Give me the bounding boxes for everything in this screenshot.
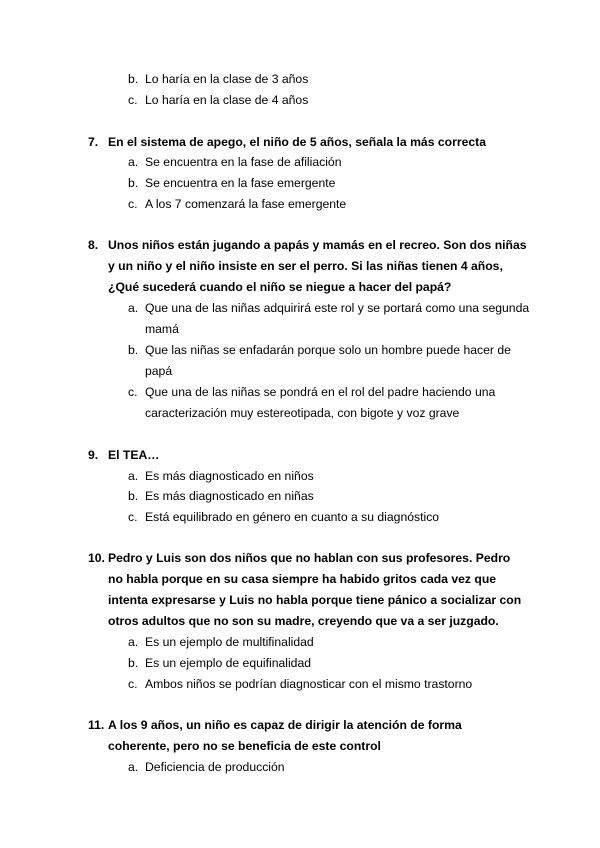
option-letter: c. [128, 510, 138, 524]
option-text: Lo haría en la clase de 3 años [145, 72, 309, 86]
option-8c [128, 384, 495, 400]
option-text: Deficiencia de producción [145, 760, 285, 774]
option-letter: b. [128, 343, 139, 357]
option-8a [128, 300, 529, 316]
option-text: Es un ejemplo de multifinalidad [145, 635, 314, 649]
option-text: Es más diagnosticado en niños [145, 469, 314, 483]
option-text: Está equilibrado en género en cuanto a su diagnóstico [145, 510, 440, 524]
option-letter: c. [128, 385, 138, 399]
option-letter: b. [128, 489, 139, 503]
option-8a-line-2: mamá [145, 322, 179, 336]
question-10-line-3: intenta expresarse y Luis no habla porque tiene pánico a socializar con [108, 593, 522, 607]
question-8 [88, 237, 527, 253]
option-letter: c. [128, 677, 138, 691]
question-8-line-3: ¿Qué sucederá cuando el niño se niegue a hacer del papá? [108, 280, 452, 294]
option-text: Que una de las niñas adquirirá este rol y se portará como una segunda [145, 301, 530, 315]
question-number: 9. [88, 448, 99, 462]
question-9 [88, 447, 159, 463]
question-10 [88, 550, 510, 566]
option-letter: a. [128, 301, 139, 315]
option-9b [128, 488, 314, 504]
option-8b [128, 342, 511, 358]
option-text: Se encuentra en la fase emergente [145, 176, 336, 190]
option-7a [128, 154, 342, 170]
option-8b-line-2: papá [145, 364, 173, 378]
question-number: 8. [88, 238, 99, 252]
option-letter: a. [128, 760, 139, 774]
option-letter: b. [128, 656, 139, 670]
option-letter: c. [128, 93, 138, 107]
option-text: Que una de las niñas se pondrá en el rol del padre haciendo una [145, 385, 496, 399]
option-9c [128, 509, 439, 525]
option-letter: a. [128, 155, 139, 169]
option-8c-line-2: caracterización muy estereotipada, con bigote y voz grave [145, 406, 460, 420]
option-10b [128, 655, 311, 671]
option-letter: a. [128, 469, 139, 483]
question-7 [88, 134, 486, 150]
question-10-line-4: otros adultos que no son su madre, creyendo que va a ser juzgado. [108, 614, 499, 628]
option-7c [128, 196, 346, 212]
option-letter: b. [128, 176, 139, 190]
question-text: Pedro y Luis son dos niños que no hablan con sus profesores. Pedro [108, 551, 511, 565]
option-text: Es más diagnosticado en niñas [145, 489, 314, 503]
question-number: 10. [88, 551, 105, 565]
option-letter: b. [128, 72, 139, 86]
option-text: A los 7 comenzará la fase emergente [145, 197, 347, 211]
option-text: Lo haría en la clase de 4 años [145, 93, 309, 107]
option-10c [128, 676, 472, 692]
question-11 [88, 717, 462, 733]
option-7b [128, 175, 335, 191]
option-text: Ambos niños se podrían diagnosticar con el mismo trastorno [145, 677, 473, 691]
question-text: Unos niños están jugando a papás y mamás en el recreo. Son dos niñas [108, 238, 527, 252]
option-text: Se encuentra en la fase de afiliación [145, 155, 342, 169]
option-letter: a. [128, 635, 139, 649]
question-8-line-2: y un niño y el niño insiste en ser el perro. Si las niñas tienen 4 años, [108, 259, 503, 273]
question-10-line-2: no habla porque en su casa siempre ha habido gritos cada vez que [108, 572, 497, 586]
option-10a [128, 634, 314, 650]
question-number: 11. [88, 718, 105, 732]
question-text: En el sistema de apego, el niño de 5 años, señala la más correcta [108, 135, 486, 149]
option-9a [128, 468, 314, 484]
option-text: Que las niñas se enfadarán porque solo un hombre puede hacer de [145, 343, 511, 357]
option-6b [128, 71, 308, 87]
question-number: 7. [88, 135, 99, 149]
option-text: Es un ejemplo de equifinalidad [145, 656, 312, 670]
question-11-line-2: coherente, pero no se beneficia de este control [108, 739, 381, 753]
option-letter: c. [128, 197, 138, 211]
option-6c [128, 92, 308, 108]
question-text: El TEA… [108, 448, 160, 462]
option-11a [128, 759, 285, 775]
question-text: A los 9 años, un niño es capaz de dirigir la atención de forma [108, 718, 462, 732]
